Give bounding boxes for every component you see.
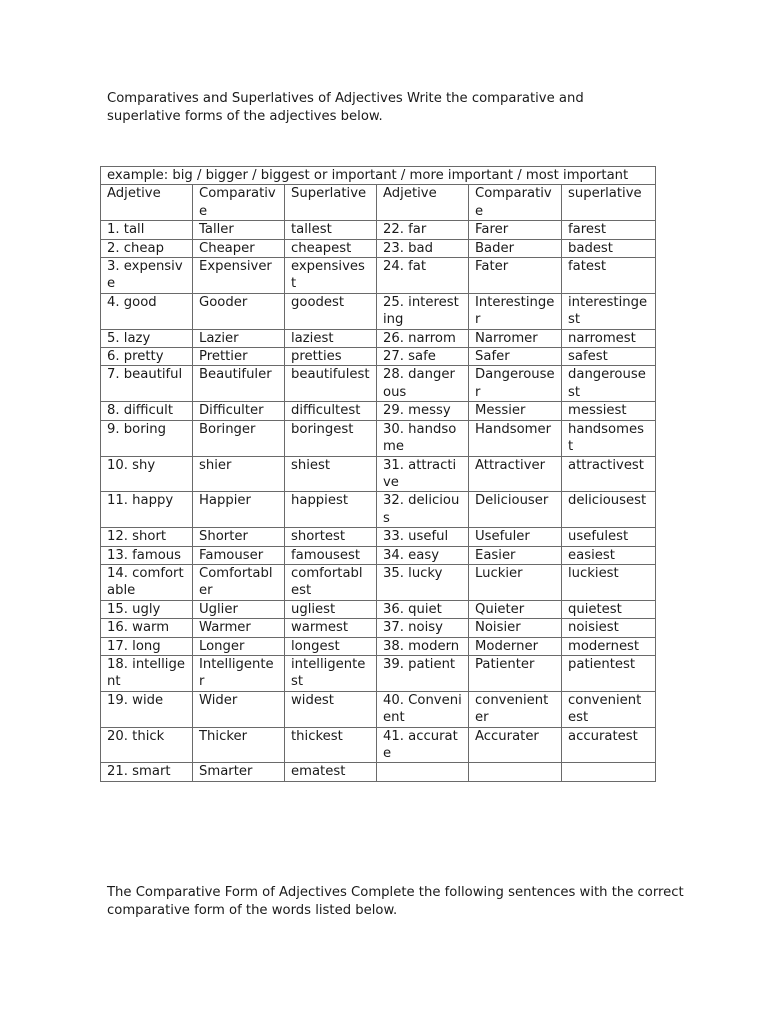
table-cell: Longer — [193, 637, 285, 655]
table-row — [101, 637, 656, 655]
table-cell: Easier — [469, 546, 562, 564]
table-cell: 7. beautiful — [101, 366, 193, 402]
table-cell: 11. happy — [101, 492, 193, 528]
table-cell: usefulest — [562, 528, 656, 546]
table-cell: Taller — [193, 221, 285, 239]
table-cell: attractivest — [562, 456, 656, 492]
table-cell: Quieter — [469, 600, 562, 618]
table-cell: pretties — [285, 348, 377, 366]
table-cell: 21. smart — [101, 763, 193, 781]
table-cell: dangerousest — [562, 366, 656, 402]
header-cell: Comparative — [193, 185, 285, 221]
table-row — [101, 293, 656, 329]
table-cell — [377, 763, 469, 781]
table-cell: Messier — [469, 402, 562, 420]
table-cell: shier — [193, 456, 285, 492]
table-cell: deliciousest — [562, 492, 656, 528]
table-cell: interestingest — [562, 293, 656, 329]
table-cell: handsomest — [562, 420, 656, 456]
table-row — [101, 691, 656, 727]
header-cell: Adjetive — [101, 185, 193, 221]
table-cell: 26. narrom — [377, 329, 469, 347]
table-row — [101, 727, 656, 763]
table-cell: laziest — [285, 329, 377, 347]
table-cell — [469, 763, 562, 781]
table-cell: happiest — [285, 492, 377, 528]
example-row — [101, 167, 656, 185]
table-cell: 28. dangerous — [377, 366, 469, 402]
table-row — [101, 258, 656, 294]
table-cell: badest — [562, 239, 656, 257]
header-cell: superlative — [562, 185, 656, 221]
table-cell: modernest — [562, 637, 656, 655]
table-cell: Warmer — [193, 619, 285, 637]
table-row — [101, 221, 656, 239]
table-cell: 40. Convenient — [377, 691, 469, 727]
table-cell: expensivest — [285, 258, 377, 294]
table-cell: messiest — [562, 402, 656, 420]
table-cell: 3. expensive — [101, 258, 193, 294]
table-cell: Cheaper — [193, 239, 285, 257]
table-row — [101, 528, 656, 546]
table-cell: 36. quiet — [377, 600, 469, 618]
table-cell: boringest — [285, 420, 377, 456]
table-cell: 29. messy — [377, 402, 469, 420]
table-cell: 20. thick — [101, 727, 193, 763]
header-row — [101, 185, 656, 221]
table-cell: cheapest — [285, 239, 377, 257]
table-cell: 35. lucky — [377, 564, 469, 600]
table-row — [101, 402, 656, 420]
table-row — [101, 329, 656, 347]
table-cell: famousest — [285, 546, 377, 564]
table-cell: 18. intelligent — [101, 655, 193, 691]
table-row — [101, 619, 656, 637]
table-cell: 4. good — [101, 293, 193, 329]
table-cell: Smarter — [193, 763, 285, 781]
table-cell: narromest — [562, 329, 656, 347]
example-cell: example: big / bigger / biggest or important / more important / most important — [101, 167, 656, 185]
table-cell: 34. easy — [377, 546, 469, 564]
header-cell: Adjetive — [377, 185, 469, 221]
table-cell: easiest — [562, 546, 656, 564]
table-cell: Farer — [469, 221, 562, 239]
table-row — [101, 456, 656, 492]
table-cell: 25. interesting — [377, 293, 469, 329]
header-cell: Superlative — [285, 185, 377, 221]
table-cell: difficultest — [285, 402, 377, 420]
table-cell: 15. ugly — [101, 600, 193, 618]
table-cell: Safer — [469, 348, 562, 366]
table-cell: Attractiver — [469, 456, 562, 492]
table-cell: Boringer — [193, 420, 285, 456]
exercise-intro: Comparatives and Superlatives of Adjectives Write the comparative and superlative forms of the adjectives below. — [107, 91, 584, 124]
table-cell: Difficulter — [193, 402, 285, 420]
table-cell: Wider — [193, 691, 285, 727]
table-cell: Deliciouser — [469, 492, 562, 528]
table-cell: Comfortabler — [193, 564, 285, 600]
table-cell: 17. long — [101, 637, 193, 655]
table-cell: Luckier — [469, 564, 562, 600]
table-cell: Beautifuler — [193, 366, 285, 402]
table-cell: 31. attractive — [377, 456, 469, 492]
table-cell: 33. useful — [377, 528, 469, 546]
table-cell: shortest — [285, 528, 377, 546]
table-cell: patientest — [562, 655, 656, 691]
table-cell: 39. patient — [377, 655, 469, 691]
table-cell: 8. difficult — [101, 402, 193, 420]
table-row — [101, 348, 656, 366]
table-row — [101, 546, 656, 564]
table-cell: Handsomer — [469, 420, 562, 456]
table-row — [101, 239, 656, 257]
table-cell: 6. pretty — [101, 348, 193, 366]
table-cell: 16. warm — [101, 619, 193, 637]
table-cell: Bader — [469, 239, 562, 257]
table-cell: convenientest — [562, 691, 656, 727]
table-cell: 19. wide — [101, 691, 193, 727]
table-cell: 41. accurate — [377, 727, 469, 763]
table-cell: beautifulest — [285, 366, 377, 402]
table-cell: Noisier — [469, 619, 562, 637]
table-cell: Gooder — [193, 293, 285, 329]
table-cell: Intelligenter — [193, 655, 285, 691]
table-cell: accuratest — [562, 727, 656, 763]
table-cell: intelligentest — [285, 655, 377, 691]
table-cell: Thicker — [193, 727, 285, 763]
table-cell: Fater — [469, 258, 562, 294]
table-cell: 37. noisy — [377, 619, 469, 637]
table-cell: Dangerouser — [469, 366, 562, 402]
table-cell: Interestinger — [469, 293, 562, 329]
table-cell: widest — [285, 691, 377, 727]
adjectives-table — [100, 166, 656, 782]
table-cell: 32. delicious — [377, 492, 469, 528]
table-row — [101, 763, 656, 781]
table-cell: 14. comfortable — [101, 564, 193, 600]
header-cell: Comparative — [469, 185, 562, 221]
table-cell: 9. boring — [101, 420, 193, 456]
table-cell: goodest — [285, 293, 377, 329]
table-cell: Moderner — [469, 637, 562, 655]
table-cell: 13. famous — [101, 546, 193, 564]
table-cell: longest — [285, 637, 377, 655]
table-cell: comfortablest — [285, 564, 377, 600]
table-cell: Lazier — [193, 329, 285, 347]
table-cell: Usefuler — [469, 528, 562, 546]
table-cell: 27. safe — [377, 348, 469, 366]
table-cell: safest — [562, 348, 656, 366]
table-cell: Expensiver — [193, 258, 285, 294]
table-cell: Famouser — [193, 546, 285, 564]
table-cell: 24. fat — [377, 258, 469, 294]
table-cell: 38. modern — [377, 637, 469, 655]
table-cell: 5. lazy — [101, 329, 193, 347]
table-cell: quietest — [562, 600, 656, 618]
table-cell: Shorter — [193, 528, 285, 546]
table-cell: luckiest — [562, 564, 656, 600]
table-cell: convenienter — [469, 691, 562, 727]
table-cell: shiest — [285, 456, 377, 492]
table-cell: Happier — [193, 492, 285, 528]
table-cell: ugliest — [285, 600, 377, 618]
table-cell: 30. handsome — [377, 420, 469, 456]
table-cell: ematest — [285, 763, 377, 781]
table-cell: 10. shy — [101, 456, 193, 492]
table-cell: Prettier — [193, 348, 285, 366]
table-row — [101, 492, 656, 528]
table-row — [101, 564, 656, 600]
table-cell: Uglier — [193, 600, 285, 618]
table-row — [101, 366, 656, 402]
table-cell: 1. tall — [101, 221, 193, 239]
next-exercise-intro: The Comparative Form of Adjectives Complete the following sentences with the correct comparative form of the words listed below. — [107, 885, 684, 918]
table-row — [101, 420, 656, 456]
adjectives-table-body — [101, 167, 656, 782]
table-cell: warmest — [285, 619, 377, 637]
table-cell: Patienter — [469, 655, 562, 691]
table-cell: 22. far — [377, 221, 469, 239]
table-cell: thickest — [285, 727, 377, 763]
table-cell: 23. bad — [377, 239, 469, 257]
table-cell: noisiest — [562, 619, 656, 637]
table-cell: tallest — [285, 221, 377, 239]
table-cell: 12. short — [101, 528, 193, 546]
table-cell: fatest — [562, 258, 656, 294]
table-row — [101, 655, 656, 691]
table-cell — [562, 763, 656, 781]
table-row — [101, 600, 656, 618]
table-cell: Accurater — [469, 727, 562, 763]
table-cell: 2. cheap — [101, 239, 193, 257]
table-cell: Narromer — [469, 329, 562, 347]
table-cell: farest — [562, 221, 656, 239]
